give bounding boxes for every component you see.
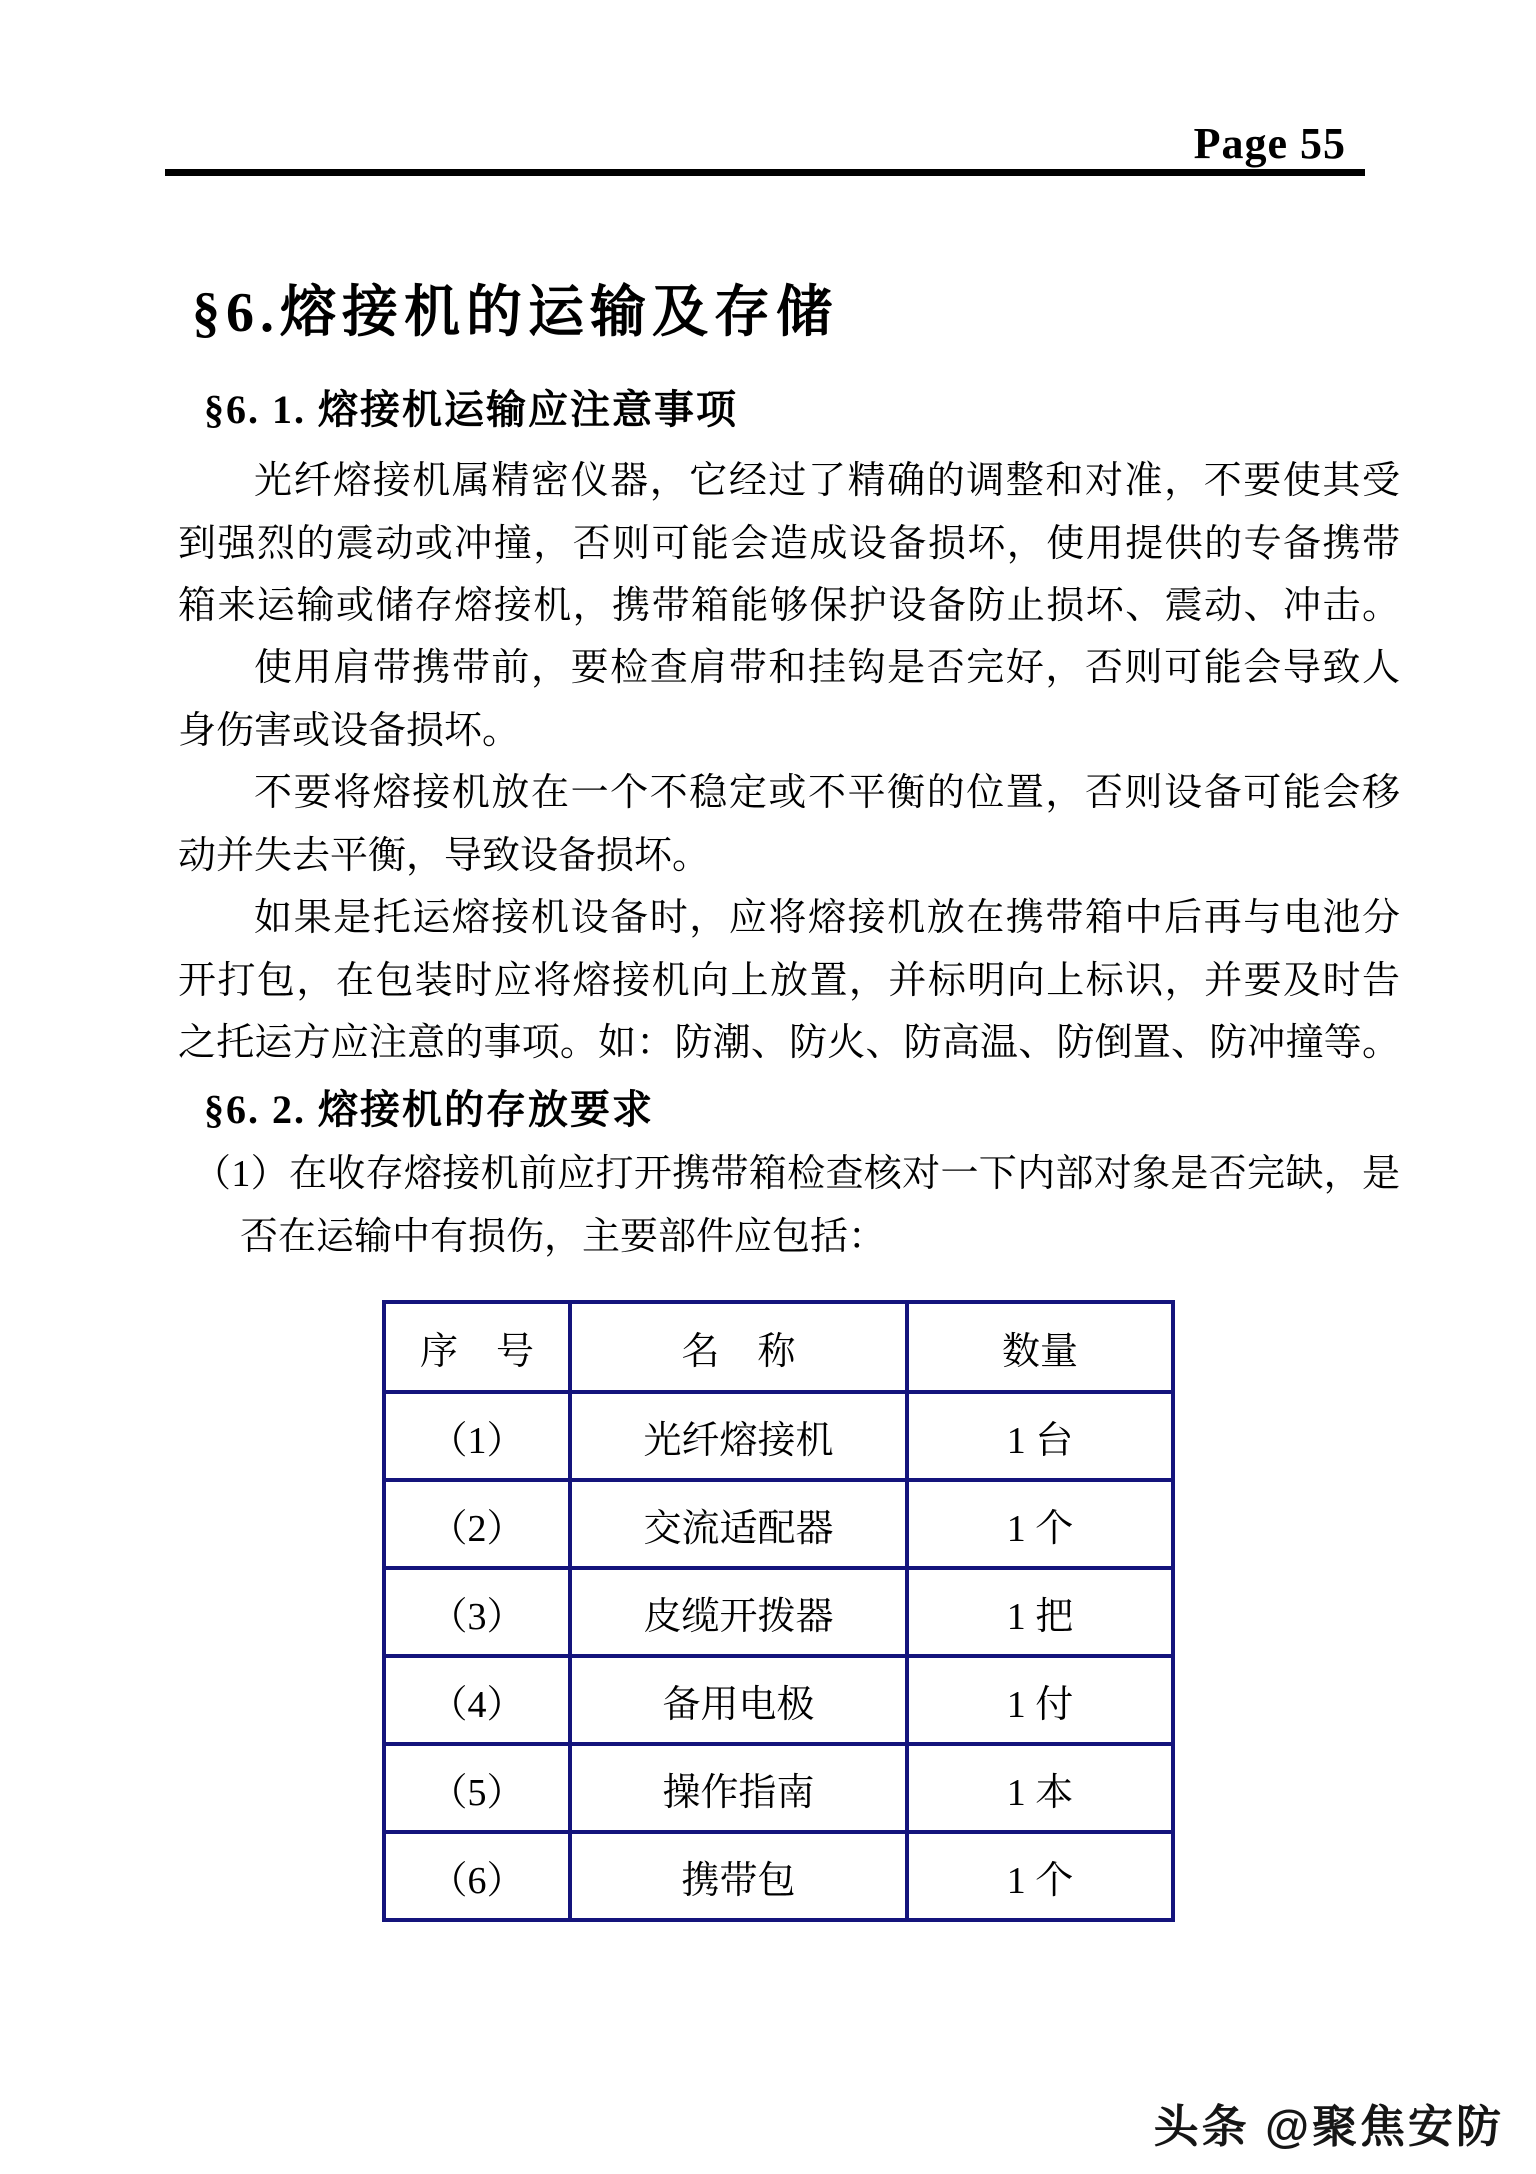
column-header-no: 序 号 (384, 1302, 570, 1392)
paragraph-unstable-position (178, 762, 1400, 887)
cell-no: （2） (384, 1480, 570, 1568)
cell-qty: 1 把 (907, 1568, 1173, 1656)
cell-name: 备用电极 (570, 1656, 907, 1744)
table-row (384, 1832, 1173, 1920)
cell-qty: 1 台 (907, 1392, 1173, 1480)
cell-name: 光纤熔接机 (570, 1392, 907, 1480)
section-6-1-heading: §6. 1. 熔接机运输应注意事项 (204, 387, 738, 432)
page-number: Page 55 (1193, 119, 1346, 168)
column-header-name: 名 称 (570, 1302, 907, 1392)
paragraph-line: 光纤熔接机属精密仪器，它经过了精确的调整和对准，不要使其受 (254, 460, 1400, 502)
paragraph-line: 不要将熔接机放在一个不稳定或不平衡的位置，否则设备可能会移 (254, 772, 1400, 814)
cell-no: （1） (384, 1392, 570, 1480)
paragraph-line: 身伤害或设备损坏。 (178, 709, 521, 752)
section-6-2-heading: §6. 2. 熔接机的存放要求 (204, 1087, 654, 1132)
parts-table (382, 1300, 1175, 1922)
paragraph-line: 到强烈的震动或冲撞，否则可能会造成设备损坏，使用提供的专备携带 (178, 522, 1400, 565)
paragraph-consign-shipping (178, 887, 1400, 1075)
cell-name: 皮缆开拨器 (570, 1568, 907, 1656)
paragraph-line: 箱来运输或储存熔接机，携带箱能够保护设备防止损坏、震动、冲击。 (178, 585, 1400, 627)
cell-no: （3） (384, 1568, 570, 1656)
toutiao-watermark: 头条 @聚焦安防 (1153, 2101, 1504, 2152)
table-row (384, 1480, 1173, 1568)
paragraph-transport-precision (178, 450, 1400, 638)
main-title: §6.熔接机的运输及存储 (192, 282, 838, 344)
table-row (384, 1392, 1173, 1480)
cell-name: 交流适配器 (570, 1480, 907, 1568)
cell-qty: 1 付 (907, 1656, 1173, 1744)
column-header-qty: 数量 (907, 1302, 1173, 1392)
paragraph-line: 如果是托运熔接机设备时，应将熔接机放在携带箱中后再与电池分 (254, 897, 1400, 939)
table-row (384, 1656, 1173, 1744)
paragraph-line: 开打包，在包装时应将熔接机向上放置，并标明向上标识，并要及时告 (178, 959, 1400, 1002)
cell-qty: 1 本 (907, 1744, 1173, 1832)
cell-qty: 1 个 (907, 1832, 1173, 1920)
paragraph-line: 之托运方应注意的事项。如：防潮、防火、防高温、防倒置、防冲撞等。 (178, 1022, 1400, 1064)
list-item-1 (193, 1143, 1400, 1268)
table-row (384, 1744, 1173, 1832)
paragraph-shoulder-strap (178, 637, 1400, 762)
table-header-row (384, 1302, 1173, 1392)
cell-no: （4） (384, 1656, 570, 1744)
cell-name: 操作指南 (570, 1744, 907, 1832)
list-item-line: 否在运输中有损伤，主要部件应包括： (240, 1215, 887, 1258)
cell-qty: 1 个 (907, 1480, 1173, 1568)
header-rule (165, 169, 1365, 176)
cell-no: （6） (384, 1832, 570, 1920)
cell-no: （5） (384, 1744, 570, 1832)
list-item-line: （1）在收存熔接机前应打开携带箱检查核对一下内部对象是否完缺，是 (193, 1153, 1400, 1195)
cell-name: 携带包 (570, 1832, 907, 1920)
table-row (384, 1568, 1173, 1656)
paragraph-line: 使用肩带携带前，要检查肩带和挂钩是否完好，否则可能会导致人 (254, 647, 1400, 689)
paragraph-line: 动并失去平衡，导致设备损坏。 (178, 834, 711, 877)
